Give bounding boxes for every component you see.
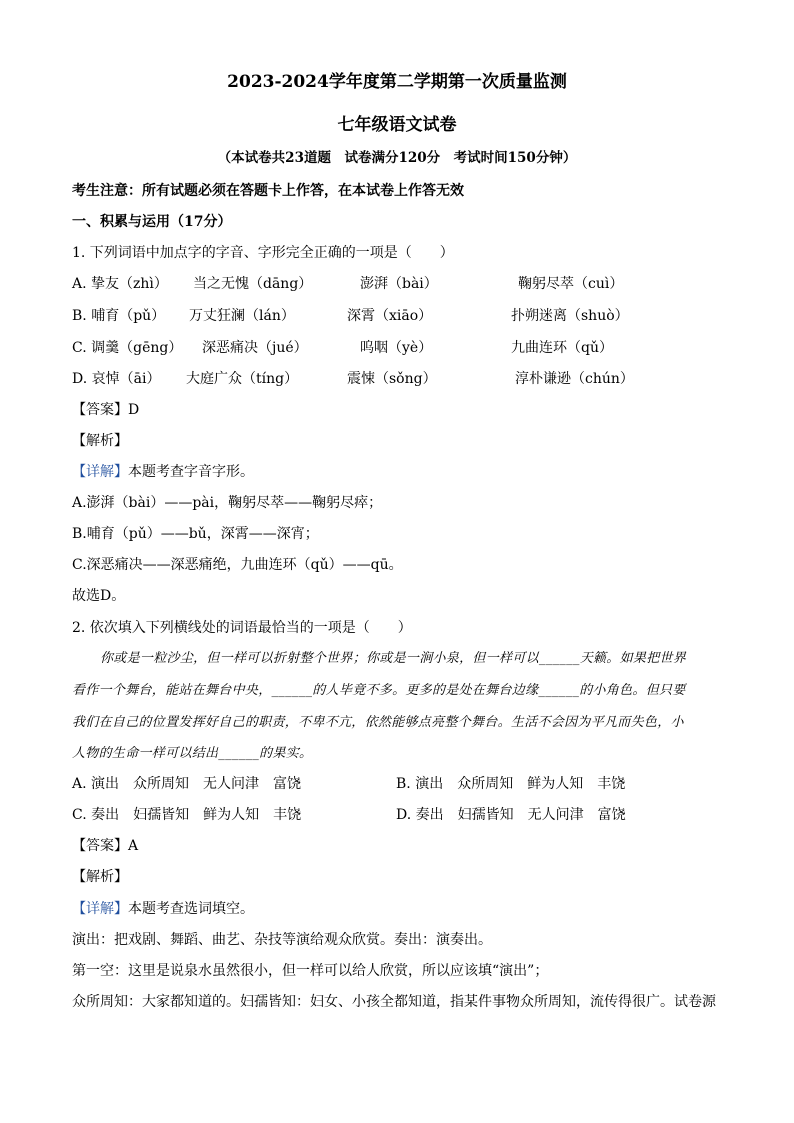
q1-detail-tag: 【详解】: [72, 464, 128, 480]
q1-option-a-1: A. 挚友（zhì）: [72, 276, 168, 292]
q2-detail-text: 本题考查选词填空。: [128, 901, 254, 917]
q1-option-d-3: 震悚（sǒng）: [347, 371, 437, 387]
q1-explain-line: A.澎湃（bài）——pài，鞠躬尽萃——鞠躬尽瘁；: [72, 495, 383, 511]
q2-explain-line: 第一空：这里是说泉水虽然很小，但一样可以给人欣赏，所以应该填“演出”；: [72, 963, 549, 979]
q2-option-c: C. 奏出 妇孺皆知 鲜为人知 丰饶: [72, 807, 302, 823]
q2-detail: [72, 901, 254, 917]
q2-passage-line: 你或是一粒沙尘，但一样可以折射整个世界；你或是一涧小泉，但一样可以______天籁。如果把世界: [100, 651, 687, 666]
q1-analysis-label: 【解析】: [72, 433, 128, 449]
q1-option-d-1: D. 哀悼（āi）: [72, 371, 161, 387]
q1-stem: 1. 下列词语中加点字的字音、字形完全正确的一项是（ ）: [72, 245, 454, 261]
q2-answer: 【答案】A: [72, 838, 139, 854]
q1-explain-line: B.哺育（pǔ）——bǔ，深霄——深宵；: [72, 526, 319, 542]
q2-passage-line: 我们在自己的位置发挥好自己的职责，不卑不亢，依然能够点亮整个舞台。生活不会因为平凡而失色，小: [72, 715, 684, 730]
q1-option-a-3: 澎湃（bài）: [360, 276, 438, 292]
q2-passage-line: 看作一个舞台，能站在舞台中央，______的人毕竟不多。更多的是处在舞台边缘______的小角色。但只要: [72, 683, 686, 698]
q1-option-c-1: C. 调羹（gēng）: [72, 340, 183, 356]
q1-option-b-2: 万丈狂澜（lán）: [189, 308, 295, 324]
q2-option-a: A. 演出 众所周知 无人问津 富饶: [72, 776, 302, 792]
q1-explain-line: C.深恶痛决——深恶痛绝，九曲连环（qǔ）——qū。: [72, 557, 403, 573]
q1-option-c-2: 深恶痛决（jué）: [202, 340, 308, 356]
q2-passage-line: 人物的生命一样可以结出______的果实。: [72, 746, 313, 761]
q2-explain-line: 演出：把戏剧、舞蹈、曲艺、杂技等演给观众欣赏。奏出：演奏出。: [72, 932, 492, 948]
q1-option-b-1: B. 哺育（pǔ）: [72, 308, 166, 324]
exam-notice: 考生注意：所有试题必须在答题卡上作答，在本试卷上作答无效: [72, 183, 464, 199]
q1-option-d-2: 大庭广众（tíng）: [186, 371, 299, 387]
q1-option-b-3: 深霄（xiāo）: [347, 308, 433, 324]
q2-option-d: D. 奏出 妇孺皆知 无人问津 富饶: [396, 807, 626, 823]
q1-option-c-3: 呜咽（yè）: [360, 340, 433, 356]
exam-title: 2023-2024学年度第二学期第一次质量监测: [227, 72, 567, 92]
section-heading: 一、积累与运用（17分）: [72, 214, 232, 230]
q1-option-a-2: 当之无愧（dāng）: [193, 276, 313, 292]
q1-option-c-4: 九曲连环（qǔ）: [511, 340, 613, 356]
q1-detail-text: 本题考查字音字形。: [128, 464, 254, 480]
q1-explain-line: 故选D。: [72, 588, 126, 604]
q1-answer: 【答案】D: [72, 402, 140, 418]
q1-option-b-4: 扑朔迷离（shuò）: [511, 308, 629, 324]
q2-detail-tag: 【详解】: [72, 901, 128, 917]
q2-explain-line: 众所周知：大家都知道的。妇孺皆知：妇女、小孩全都知道，指某件事物众所周知，流传得很广。试卷源: [72, 994, 716, 1010]
q1-detail: [72, 464, 254, 480]
q2-analysis-label: 【解析】: [72, 869, 128, 885]
exam-subtitle: 七年级语文试卷: [337, 115, 457, 135]
q1-option-d-4: 淳朴谦逊（chún）: [515, 371, 634, 387]
q2-option-b: B. 演出 众所周知 鲜为人知 丰饶: [396, 776, 626, 792]
q2-stem: 2. 依次填入下列横线处的词语最恰当的一项是（ ）: [72, 620, 412, 636]
q1-option-a-4: 鞠躬尽萃（cuì）: [518, 276, 624, 292]
exam-info: （本试卷共23道题 试卷满分120分 考试时间150分钟）: [217, 150, 577, 166]
